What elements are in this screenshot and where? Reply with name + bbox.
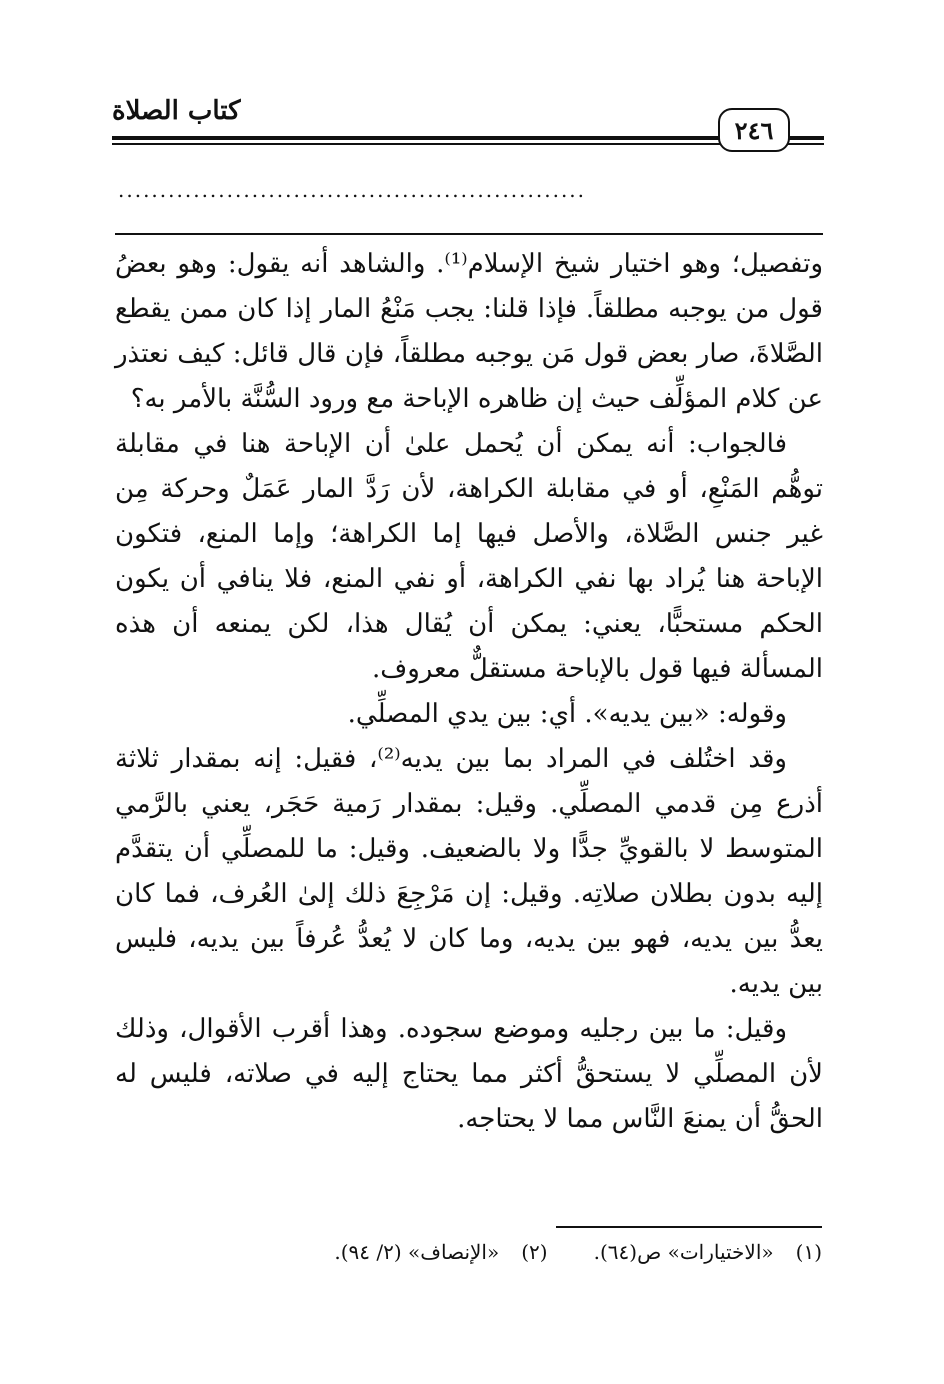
footnote-marker: (٢) — [521, 1240, 548, 1264]
body-text — [115, 242, 823, 1142]
paragraph-3: وقوله: «بين يديه». أي: بين يدي المصلِّي. — [347, 699, 787, 729]
text-top-rule — [115, 233, 823, 235]
footnotes — [200, 1240, 822, 1264]
footnote-rule — [556, 1226, 822, 1228]
footnote-2 — [334, 1240, 547, 1264]
paragraph-1: وتفصيل؛ وهو اختيار شيخ الإسلام⁽¹⁾. والشاهد أنه يقول: وهو بعضُ قول من يوجبه مطلقاً. فإذا قلنا: يجب مَنْعُ المار إذا كان ممن يقطع الصَّلاةَ، صار بعض قول مَن يوجبه مطلقاً، فإن قال قائل: كيف نعتذر عن كلام المؤلِّف حيث إن ظاهره الإباحة مع ورود السُّنَّة بالأمر به؟ — [115, 249, 823, 414]
page-number: ٢٤٦ — [718, 108, 790, 152]
page-header — [112, 80, 824, 150]
dotted-separator: ........................................................ — [118, 178, 587, 202]
footnote-marker: (١) — [795, 1240, 822, 1264]
paragraph-5: وقيل: ما بين رجليه وموضع سجوده. وهذا أقرب الأقوال، وذلك لأن المصلِّي لا يستحقُّ أكثر مما يحتاج إليه في صلاته، فليس له الحقُّ أن يمنعَ النَّاس مما لا يحتاجه. — [115, 1014, 823, 1134]
footnote-1 — [594, 1240, 822, 1264]
footnote-text: «الإنصاف» (٢/ ٩٤). — [334, 1240, 500, 1264]
book-title: كتاب الصلاة — [112, 96, 241, 126]
header-rule-thin — [112, 143, 824, 145]
footnote-text: «الاختيارات» ص(٦٤). — [593, 1240, 774, 1264]
paragraph-4: وقد اختُلف في المراد بما بين يديه⁽²⁾، فقيل: إنه بمقدار ثلاثة أذرع مِن قدمي المصلِّي. وقيل: بمقدار رَمية حَجَر، يعني بالرَّمي المتوسط لا بالقويِّ جدًّا ولا بالضعيف. وقيل: ما للمصلِّي أن يتقدَّم إليه بدون بطلان صلاتِه. وقيل: إن مَرْجِعَ ذلك إلىٰ العُرف، فما كان يعدُّ بين يديه، فهو بين يديه، وما كان لا يُعدُّ عُرفاً بين يديه، فليس بين يديه. — [115, 744, 823, 999]
paragraph-2: فالجواب: أنه يمكن أن يُحمل علىٰ أن الإباحة هنا في مقابلة توهُّم المَنْعِ، أو في مقابلة الكراهة، لأن رَدَّ المار عَمَلٌ وحركة مِن غير جنس الصَّلاة، والأصل فيها إما الكراهة؛ وإما المنع، فتكون الإباحة هنا يُراد بها نفي الكراهة، أو نفي المنع، فلا ينافي أن يكون الحكم مستحبًّا، يعني: يمكن أن يُقال هذا، لكن يمنعه أن هذه المسألة فيها قول بالإباحة مستقلٌّ معروف. — [115, 429, 823, 684]
